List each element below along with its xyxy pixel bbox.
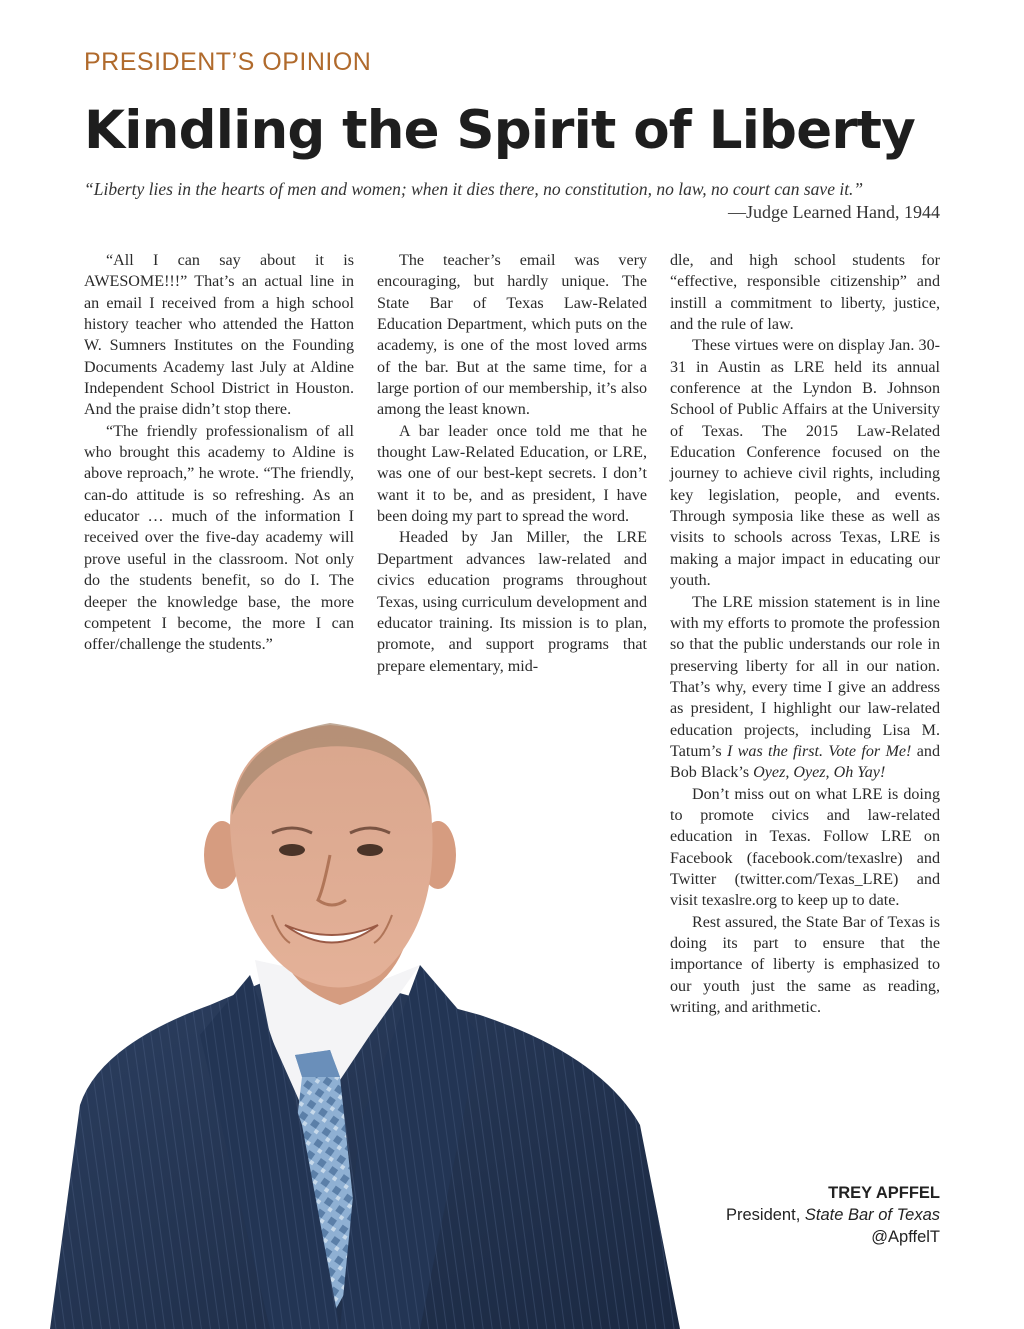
article-headline: Kindling the Spirit of Liberty bbox=[84, 100, 915, 161]
paragraph bbox=[670, 592, 940, 784]
epigraph-quote: “Liberty lies in the hearts of men and women; when it dies there, no constitution, no law, no court can save it.” bbox=[84, 179, 864, 199]
section-label: PRESIDENT’S OPINION bbox=[84, 48, 372, 76]
paragraph: The teacher’s email was very encouraging, but hardly unique. The State Bar of Texas Law-Related Education Department, which puts on the academy, is one of the most loved arms of the bar. But at the same time, for a large portion of our membership, it’s also among the least known. bbox=[377, 252, 647, 419]
body-column-1 bbox=[84, 250, 354, 656]
book-title: Oyez, Oyez, Oh Yay! bbox=[753, 764, 886, 782]
author-portrait bbox=[40, 705, 700, 1329]
author-handle: @ApffelT bbox=[871, 1228, 940, 1246]
paragraph-text: The LRE mission statement is in line with my efforts to promote the profession so that the public understands our role in preserving liberty for all in our nation. That’s why, every time I give an address as president, I highlight our law-related education projects, including Lisa M. Tatum’s bbox=[670, 593, 940, 760]
paragraph: A bar leader once told me that he thought Law-Related Education, or LRE, was one of our best-kept secrets. I don’t want it to be, and as president, I have been doing my part to spread the word. bbox=[377, 422, 647, 526]
epigraph-attribution: —Judge Learned Hand, 1944 bbox=[728, 202, 940, 222]
paragraph: These virtues were on display Jan. 30-31 in Austin as LRE held its annual conference at the Lyndon B. Johnson School of Public Affairs at the University of Texas. The 2015 Law-Related Education Conference focused on the journey to achieve civil rights, including key legislation, people, and events. Through symposia like these as well as visits to schools across Texas, LRE is making a major impact in educating our youth. bbox=[670, 337, 940, 590]
author-signature bbox=[726, 1182, 940, 1248]
paragraph: Rest assured, the State Bar of Texas is doing its part to ensure that the importance of liberty is emphasized to our youth just the same as reading, writing, and arithmetic. bbox=[670, 913, 940, 1017]
author-organization: State Bar of Texas bbox=[804, 1206, 940, 1224]
paragraph: Headed by Jan Miller, the LRE Department advances law-related and civics education programs throughout Texas, using curriculum development and educator training. Its mission is to plan, promote, and support programs that prepare elementary, mid- bbox=[377, 529, 647, 675]
paragraph: “All I can say about it is AWESOME!!!” That’s an actual line in an email I received from a high school history teacher who attended the Hatton W. Sumners Institutes on the Founding Documents Academy last July at Aldine Independent School District in Houston. And the praise didn’t stop there. bbox=[84, 252, 354, 419]
body-column-2 bbox=[377, 250, 647, 677]
author-title bbox=[726, 1204, 940, 1226]
book-title: I was the first. Vote for Me! bbox=[726, 742, 912, 760]
body-column-3 bbox=[670, 250, 940, 1018]
paragraph-text: and Bob Black’s bbox=[670, 742, 940, 782]
author-title-prefix: President, bbox=[725, 1206, 805, 1224]
paragraph: Don’t miss out on what LRE is doing to promote civics and law-related education in Texas. Follow LRE on Facebook (facebook.com/texaslre) and Twitter (twitter.com/Texas_LRE) and visit texaslre.org to keep up to date. bbox=[670, 785, 940, 910]
paragraph: “The friendly professionalism of all who brought this academy to Aldine is above reproach,” he wrote. “The friendly, can-do attitude is so refreshing. As an educator … much of the information I received over the five-day academy will prove useful in the classroom. Not only do the students benefit, so do I. The deeper the knowledge base, the more competent I become, the more I can offer/challenge the students.” bbox=[84, 422, 354, 654]
author-name: TREY APFFEL bbox=[828, 1184, 940, 1202]
paragraph: dle, and high school students for “effective, responsible citizenship” and instill a commitment to liberty, justice, and the rule of law. bbox=[670, 252, 940, 334]
